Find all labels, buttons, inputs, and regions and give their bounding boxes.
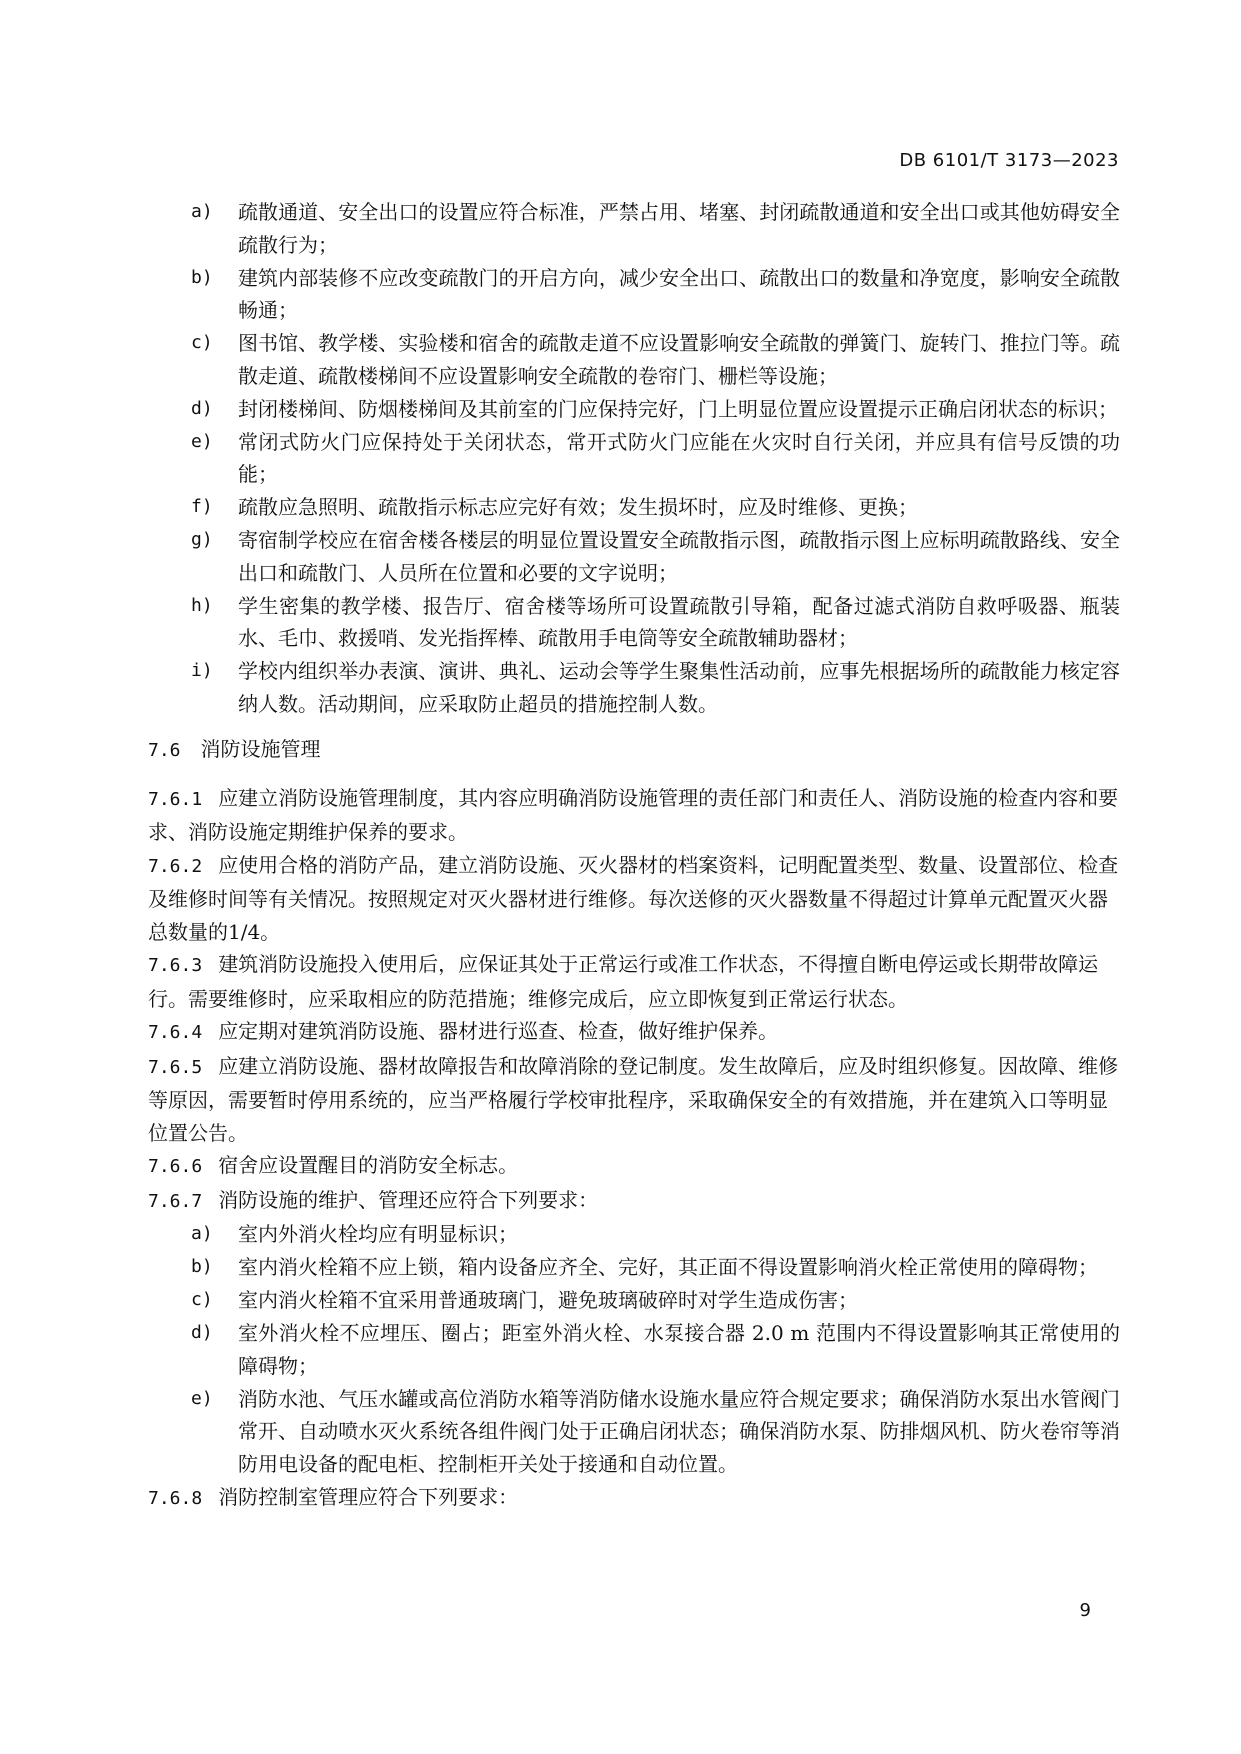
clause: 7.6.6 宿舍应设置醒目的消防安全标志。 <box>148 1153 519 1177</box>
clause: 7.6.3 建筑消防设施投入使用后，应保证其处于正常运行或准工作状态，不得擅自断电停运或长期带故障运行。需要维修时，应采取相应的防范措施；维修完成后，应立即恢复到正常运行状态。 <box>148 952 1099 1011</box>
list-item: e) 消防水池、气压水罐或高位消防水箱等消防储水设施水量应符合规定要求；确保消防水泵出水管阀门常开、自动喷水灭火系统各组件阀门处于正确启闭状态；确保消防水泵、防排烟风机、防火卷帘等消防用电设备的配电柜、控制柜开关处于接通和自动位置。 <box>191 1386 1120 1476</box>
list-item: a) 疏散通道、安全出口的设置应符合标准，严禁占用、堵塞、封闭疏散通道和安全出口或其他妨碍安全疏散行为； <box>191 200 1120 257</box>
list-item: b) 建筑内部装修不应改变疏散门的开启方向，减少安全出口、疏散出口的数量和净宽度，影响安全疏散畅通； <box>191 265 1120 322</box>
list-item: c) 图书馆、教学楼、实验楼和宿舍的疏散走道不应设置影响安全疏散的弹簧门、旋转门、推拉门等。疏散走道、疏散楼梯间不应设置影响安全疏散的卷帘门、栅栏等设施； <box>191 331 1120 388</box>
list-item: h) 学生密集的教学楼、报告厅、宿舍楼等场所可设置疏散引导箱，配备过滤式消防自救呼吸器、瓶装水、毛巾、救援哨、发光指挥棒、疏散用手电筒等安全疏散辅助器材； <box>191 593 1120 650</box>
document-body <box>148 196 1120 1515</box>
clause: 7.6.7 消防设施的维护、管理还应符合下列要求： <box>148 1187 599 1212</box>
list-item: f) 疏散应急照明、疏散指示标志应完好有效；发生损坏时，应及时维修、更换； <box>191 495 918 519</box>
list-item: b) 室内消火栓箱不应上锁，箱内设备应齐全、完好，其正面不得设置影响消火栓正常使用的障碍物； <box>191 1255 1098 1279</box>
clause: 7.6.4 应定期对建筑消防设施、器材进行巡查、检查，做好维护保养。 <box>148 1019 779 1043</box>
section-heading: 7.6 消防设施管理 <box>148 737 321 761</box>
facility-list <box>148 1218 1120 1480</box>
evacuation-list <box>148 196 1120 720</box>
list-item: g) 寄宿制学校应在宿舍楼各楼层的明显位置设置安全疏散指示图，疏散指示图上应标明疏散路线、安全出口和疏散门、人员所在位置和必要的文字说明； <box>191 528 1120 585</box>
clause: 7.6.8 消防控制室管理应符合下列要求： <box>148 1484 519 1509</box>
list-item: i) 学校内组织举办表演、演讲、典礼、运动会等学生聚集性活动前，应事先根据场所的疏散能力核定容纳人数。活动期间，应采取防止超员的措施控制人数。 <box>191 659 1120 716</box>
clause: 7.6.5 应建立消防设施、器材故障报告和故障消除的登记制度。发生故障后，应及时组织修复。因故障、维修等原因，需要暂时停用系统的，应当严格履行学校审批程序，采取确保安全的有效措施，并在建筑入口等明显位置公告。 <box>148 1053 1119 1145</box>
list-item: d) 封闭楼梯间、防烟楼梯间及其前室的门应保持完好，门上明显位置应设置提示正确启闭状态的标识； <box>191 396 1118 421</box>
clause: 7.6.1 应建立消防设施管理制度，其内容应明确消防设施管理的责任部门和责任人、消防设施的检查内容和要求、消防设施定期维护保养的要求。 <box>148 785 1119 844</box>
clause: 7.6.2 应使用合格的消防产品，建立消防设施、灭火器材的档案资料，记明配置类型、数量、设置部位、检查及维修时间等有关情况。按照规定对灭火器材进行维修。每次送修的灭火器数量不得超过计算单元配置灭火器总数量的1/4。 <box>148 852 1119 944</box>
page-number: 9 <box>1079 1600 1091 1621</box>
list-item: a) 室内外消火栓均应有明显标识； <box>191 1222 518 1246</box>
list-item: d) 室外消火栓不应埋压、圈占；距室外消火栓、水泵接合器 2.0 m 范围内不得设置影响其正常使用的障碍物； <box>191 1321 1120 1378</box>
list-item: e) 常闭式防火门应保持处于关闭状态，常开式防火门应能在火灾时自行关闭，并应具有信号反馈的功能； <box>191 429 1120 486</box>
document-id: DB 6101/T 3173—2023 <box>899 150 1119 171</box>
list-item: c) 室内消火栓箱不宜采用普通玻璃门，避免玻璃破碎时对学生造成伤害； <box>191 1288 858 1312</box>
